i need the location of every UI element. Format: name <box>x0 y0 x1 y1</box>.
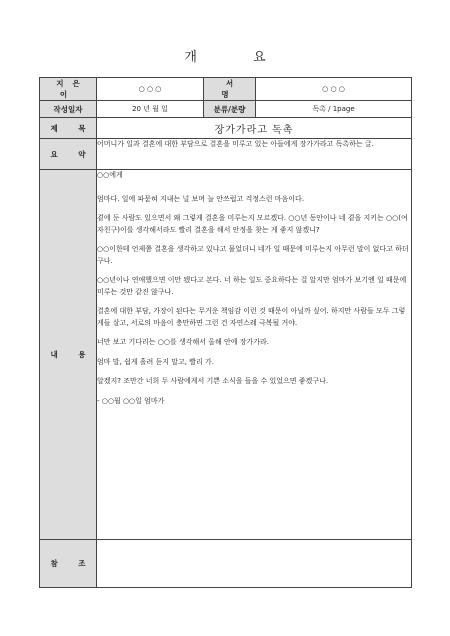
reference-label: 참 조 <box>40 540 97 588</box>
author-value: ○ ○ ○ <box>97 78 204 101</box>
reference-value <box>97 540 412 588</box>
letter-paragraph: 엄마다. 일에 파묻혀 지내는 널 보며 늘 안쓰럽고 걱정스런 마음이다. <box>97 194 305 203</box>
signature-label: 서 명 <box>204 78 256 101</box>
category-label: 분류/분량 <box>204 101 256 118</box>
letter-paragraph: ○○이한테 언제쯤 결혼을 생각하고 있냐고 물었더니 네가 일 때문에 미루는지 아무런 말이 없다고 하더구나. <box>97 245 409 265</box>
letter-paragraph: ○○년이나 연애했으면 이만 됐다고 본다. 너 하는 일도 중요하다는 걸 알지만 엄마가 보기엔 일 때문에 미루는 것만 같진 않구나. <box>97 276 407 296</box>
letter-paragraph: 너만 보고 기다리는 ○○를 생각해서 올해 안에 장가가라. <box>97 338 270 346</box>
content-label: 내 용 <box>40 170 97 540</box>
page-title: 개 요 <box>184 50 292 65</box>
summary-label: 요 약 <box>40 139 97 170</box>
letter-greeting: ○○에게 <box>97 171 123 179</box>
summary-value: 어머니가 일과 결혼에 대한 부담으로 결혼을 미루고 있는 아들에게 장가가라고 독촉하는 글. <box>97 139 412 170</box>
subject-value: 장가가라고 독촉 <box>97 118 412 139</box>
document-form-table <box>39 77 412 588</box>
author-label: 지은이 <box>40 78 97 101</box>
reference-row <box>40 540 412 588</box>
letter-paragraph: 결혼에 대한 부담, 가장이 된다는 무거운 책임감 이런 것 때문이 아닐까 싶어. 하지만 사람들 모두 그렇게들 살고, 서로의 마음이 충만하면 그런 건 자연스레 극복될 거야. <box>97 307 406 327</box>
author-row <box>40 78 412 101</box>
date-row <box>40 101 412 118</box>
letter-paragraph: 곁에 둔 사람도 있으면서 왜 그렇게 결혼을 미루는지 모르겠다. ○○년 동안이나 네 곁을 지키는 ○○(여자친구)이를 생각해서라도 빨리 결혼을 해서 안정을 찾는 게 좋지 않겠니? <box>97 214 408 234</box>
letter-paragraph: 알겠지? 조만간 너희 두 사람에게서 기쁜 소식을 들을 수 있었으면 좋겠구나. <box>97 377 329 385</box>
category-value: 독촉 / 1page <box>256 101 412 118</box>
signature-value: ○ ○ ○ <box>256 78 412 101</box>
date-value: 20 년 월 일 <box>97 101 204 118</box>
letter-paragraph: 엄마 말, 쉽게 흘려 듣지 말고, 빨리 가. <box>97 357 214 366</box>
content-row <box>40 170 412 540</box>
summary-row <box>40 139 412 170</box>
letter-signature: - ○○월 ○○일 엄마가 <box>97 396 165 405</box>
subject-row <box>40 118 412 139</box>
subject-label: 제 목 <box>40 118 97 139</box>
content-body <box>97 170 412 540</box>
date-label: 작성일자 <box>40 101 97 118</box>
